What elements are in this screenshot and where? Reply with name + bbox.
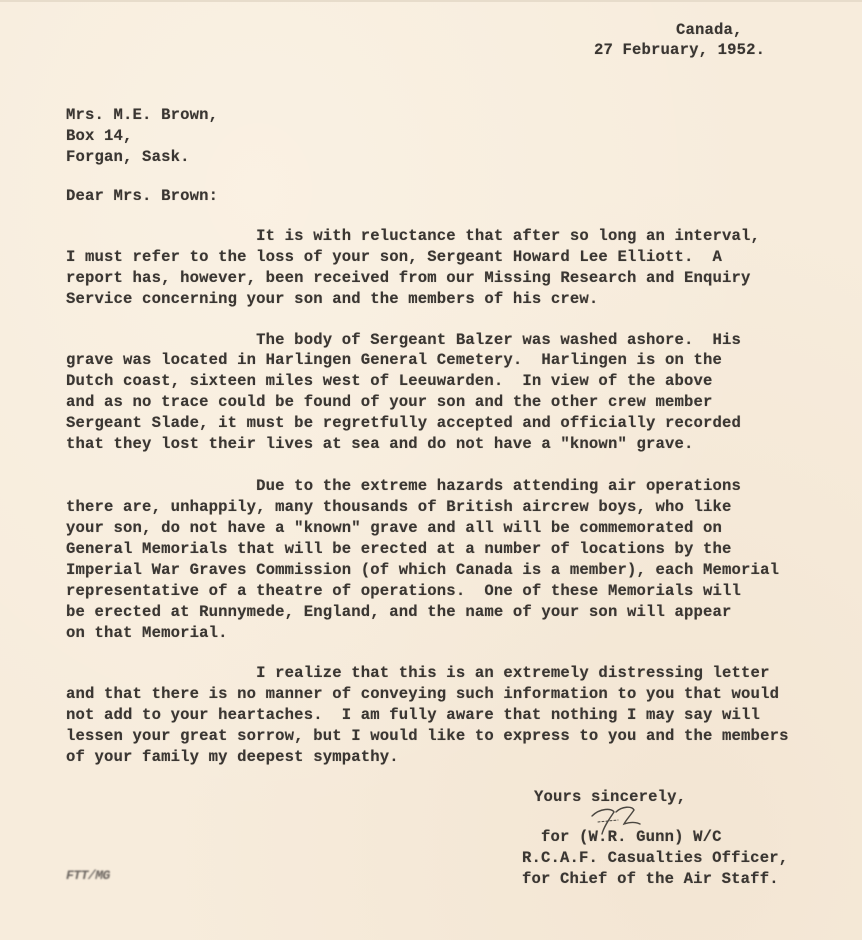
paragraph-line: and as no trace could be found of your son and the other crew member <box>66 393 713 411</box>
paragraph-line: there are, unhappily, many thousands of British aircrew boys, who like <box>66 498 732 516</box>
dateline-place: Canada, <box>676 21 743 39</box>
paragraph-line: Imperial War Graves Commission (of which Canada is a member), each Memorial <box>66 561 780 579</box>
paragraph-line: of your family my deepest sympathy. <box>66 748 399 766</box>
paragraph-line: The body of Sergeant Balzer was washed ashore. His <box>66 331 742 349</box>
signatory-office: for Chief of the Air Staff. <box>522 870 779 888</box>
paragraph-line: Due to the extreme hazards attending air operations <box>66 477 742 495</box>
paragraph-line: representative of a theatre of operations. One of these Memorials will <box>66 582 742 600</box>
recipient-name: Mrs. M.E. Brown, <box>66 106 219 124</box>
paragraph-line: and that there is no manner of conveying such information to you that would <box>66 685 780 703</box>
signatory-name: for (W.R. Gunn) W/C <box>522 828 722 846</box>
paragraph-line: I realize that this is an extremely distressing letter <box>66 664 770 682</box>
signatory-title: R.C.A.F. Casualties Officer, <box>522 849 789 867</box>
paragraph-line: Service concerning your son and the members of his crew. <box>66 290 599 308</box>
closing: Yours sincerely, <box>534 788 687 806</box>
paragraph-line: lessen your great sorrow, but I would like to express to you and the members <box>66 727 789 745</box>
reference-initials: FTT/MG <box>66 868 110 883</box>
dateline-date: 27 February, 1952. <box>594 41 766 59</box>
paragraph-line: grave was located in Harlingen General Cemetery. Harlingen is on the <box>66 351 723 369</box>
paragraph-line: Dutch coast, sixteen miles west of Leeuwarden. In view of the above <box>66 372 713 390</box>
paragraph-line: report has, however, been received from our Missing Research and Enquiry <box>66 269 751 287</box>
paragraph-line: I must refer to the loss of your son, Sergeant Howard Lee Elliott. A <box>66 248 723 266</box>
recipient-town: Forgan, Sask. <box>66 148 190 166</box>
paragraph-line: It is with reluctance that after so long an interval, <box>66 227 761 245</box>
paragraph-line: General Memorials that will be erected at a number of locations by the <box>66 540 732 558</box>
paragraph-line: not add to your heartaches. I am fully aware that nothing I may say will <box>66 706 761 724</box>
paragraph-line: your son, do not have a "known" grave and all will be commemorated on <box>66 519 723 537</box>
paragraph-line: that they lost their lives at sea and do not have a "known" grave. <box>66 435 694 453</box>
paragraph-line: Sergeant Slade, it must be regretfully accepted and officially recorded <box>66 414 742 432</box>
paragraph-line: be erected at Runnymede, England, and the name of your son will appear <box>66 603 732 621</box>
recipient-box: Box 14, <box>66 127 133 145</box>
paragraph-line: on that Memorial. <box>66 624 228 642</box>
salutation: Dear Mrs. Brown: <box>66 187 219 205</box>
